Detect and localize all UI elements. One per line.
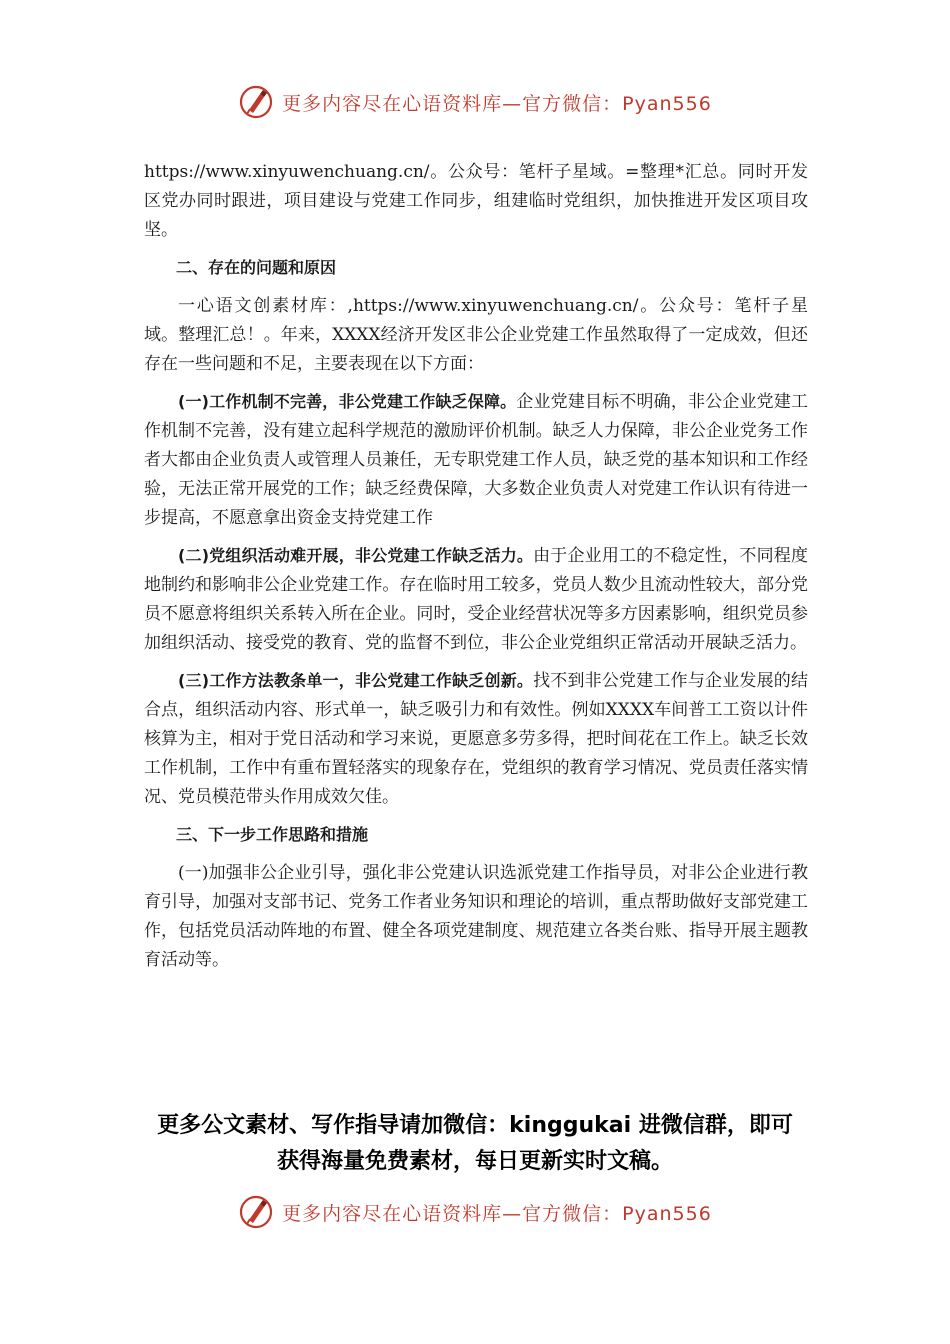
section-heading-measures: 三、下一步工作思路和措施 — [176, 825, 369, 844]
pen-nib-logo-icon — [238, 1194, 274, 1230]
problem-text-1: 企业党建目标不明确，非公企业党建工作机制不完善，没有建立起科学规范的激励评价机制。缺乏人力保障，非公企业党务工作者大都由企业负责人或管理人员兼任，无专职党建工作人员，缺乏党的基本知识和工作经验，无法正常开展党的工作；缺乏经费保障，大多数企业负责人对党建工作认识有待进一步提高，不愿意拿出资金支持党建工作 — [144, 392, 808, 528]
intro-paragraph: https://www.xinyuwenchuang.cn/。公众号：笔杆子星域。=整理*汇总。同时开发区党办同时跟进，项目建设与党建工作同步，组建临时党组织，加快推进开发区项目攻坚。 — [144, 162, 808, 240]
pen-nib-logo-icon — [238, 84, 274, 120]
section-intro-paragraph: 一心语文创素材库：,https://www.xinyuwenchuang.cn/。公众号：笔杆子星域。整理汇总！。年来，XXXX经济开发区非公企业党建工作虽然取得了一定成效，但还存在一些问题和不足，主要表现在以下方面： — [144, 296, 808, 374]
problem-text-3: 找不到非公党建工作与企业发展的结合点，组织活动内容、形式单一，缺乏吸引力和有效性。例如XXXX车间普工工资以计件核算为主，相对于党日活动和学习来说，更愿意多劳多得，把时间花在工作上。缺乏长效工作机制，工作中有重布置轻落实的现象存在，党组织的教育学习情况、党员责任落实情况、党员模范带头作用成效欠佳。 — [144, 671, 808, 807]
problem-title-2: (二)党组织活动难开展，非公党建工作缺乏活力。 — [178, 546, 534, 565]
problem-title-3: (三)工作方法教条单一，非公党建工作缺乏创新。 — [178, 671, 534, 690]
document-body — [144, 158, 808, 983]
measure-paragraph-1: (一)加强非公企业引导，强化非公党建认识选派党建工作指导员，对非公企业进行教育引导，加强对支部书记、党务工作者业务知识和理论的培训，重点帮助做好支部党建工作，包括党员活动阵地的布置、健全各项党建制度、规范建立各类台账、指导开展主题教育活动等。 — [144, 863, 808, 970]
promo-line-1: 更多公文素材、写作指导请加微信：kinggukai 进微信群，即可 — [157, 1113, 793, 1138]
section-heading-problems: 二、存在的问题和原因 — [176, 258, 337, 277]
problem-title-1: (一)工作机制不完善，非公党建工作缺乏保障。 — [178, 392, 517, 411]
problem-paragraph-1 — [144, 387, 808, 533]
problem-paragraph-3 — [144, 666, 808, 812]
footer-banner — [0, 1190, 950, 1234]
promo-line-2: 获得海量免费素材，每日更新实时文稿。 — [276, 1149, 673, 1174]
header-banner-text: 更多内容尽在心语资料库—官方微信：Pyan556 — [282, 92, 712, 115]
problem-paragraph-2 — [144, 541, 808, 658]
promo-notice — [110, 1108, 840, 1180]
header-banner — [0, 80, 950, 124]
problem-text-2: 由于企业用工的不稳定性，不同程度地制约和影响非公企业党建工作。存在临时用工较多，党员人数少且流动性较大，部分党员不愿意将组织关系转入所在企业。同时，受企业经营状况等多方因素影响，组织党员参加组织活动、接受党的教育、党的监督不到位，非公企业党组织正常活动开展缺乏活力。 — [144, 546, 808, 653]
footer-banner-text: 更多内容尽在心语资料库—官方微信：Pyan556 — [282, 1202, 712, 1225]
